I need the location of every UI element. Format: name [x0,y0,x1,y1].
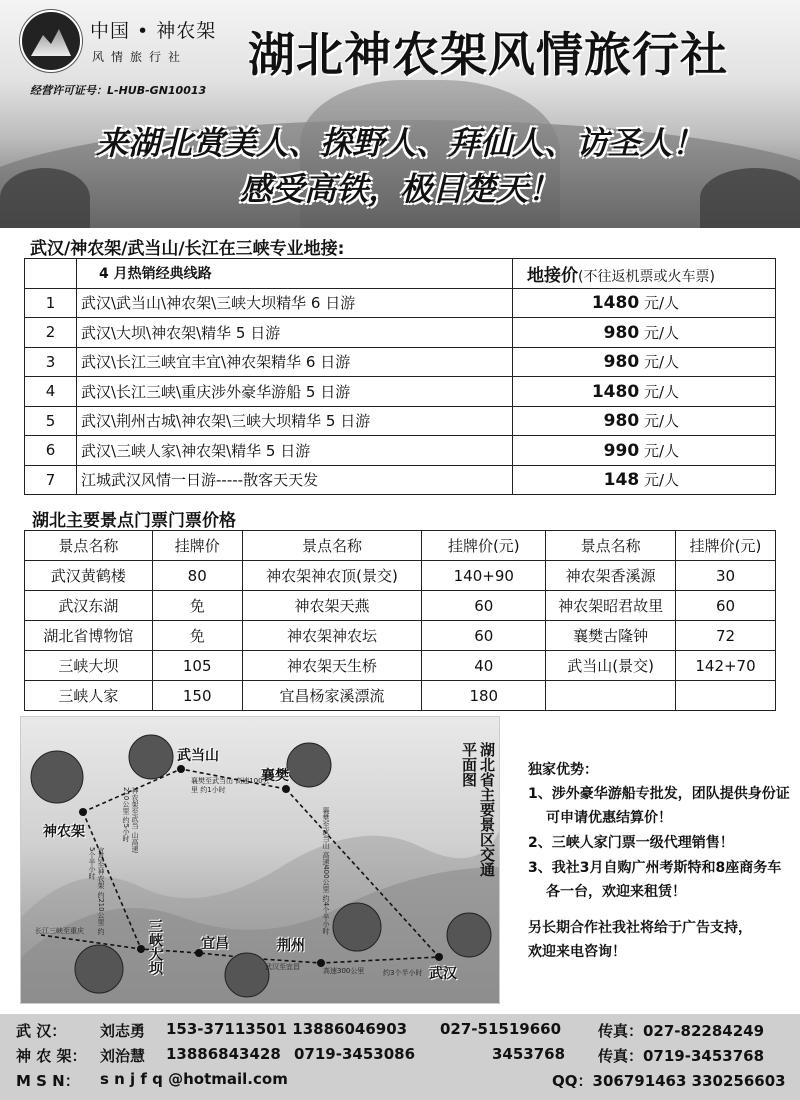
license-number: 经营许可证号：L-HUB-GN10013 [30,84,207,97]
table-cell: 72 [676,621,776,651]
contact-phones: 13886843428 [166,1045,281,1063]
table-cell: 60 [422,621,546,651]
table-cell: 60 [422,591,546,621]
map-label-jingzhou: 荆州 [277,938,305,954]
map-note: 宜昌至神农架 约210公里 约5个半小时 [88,847,105,935]
contact-tel: 0719-3453086 [294,1045,416,1063]
route-name: 武汉\长江三峡\重庆涉外豪华游船 5 日游 [77,377,513,407]
table-cell: 30 [676,561,776,591]
table-cell: 三峡大坝 [25,651,153,681]
table-header-cell: 4 月热销经典线路 [77,259,513,289]
routes-section-title: 武汉/神农架/武当山/长江在三峡专业地接: [30,239,345,259]
traffic-map [20,716,500,1004]
map-label-wudang: 武当山 [177,748,219,764]
map-note: 高速300公里 [323,967,365,975]
route-number: 6 [25,436,77,466]
routes-table [24,258,776,495]
advantage-item: 3、我社3月自购广州考斯特和8座商务车各一台，欢迎来租赁！ [528,860,782,900]
map-title: 湖北省主要景区交通平面图 [460,742,496,877]
table-row [25,436,776,466]
contact-label: 武 汉： [16,1022,67,1040]
route-price: 990 元/人 [513,436,776,466]
route-name: 武汉\荆州古城\神农架\三峡大坝精华 5 日游 [77,406,513,436]
map-label-xiangfan: 襄樊 [261,768,289,784]
contact-label: 神 农 架： [16,1047,87,1065]
table-cell: 神农架神农坛 [242,621,422,651]
table-cell: 免 [152,591,242,621]
table-header-row [25,531,776,561]
table-row [25,651,776,681]
route-number: 2 [25,318,77,348]
route-number: 7 [25,465,77,495]
table-header-cell: 地接价(不往返机票或火车票) [513,259,776,289]
route-price: 980 元/人 [513,406,776,436]
route-number: 1 [25,288,77,318]
table-header-cell: 挂牌价 [152,531,242,561]
table-cell: 神农架神农顶(景交) [242,561,422,591]
map-note: 长江三峡至重庆 [35,927,84,935]
msn-address[interactable]: s n j f q @hotmail.com [100,1070,288,1088]
table-cell: 神农架天燕 [242,591,422,621]
contact-footer [0,1014,800,1100]
table-cell: 武当山(景交) [546,651,676,681]
table-cell: 武汉东湖 [25,591,153,621]
agency-title: 湖北神农架风情旅行社 [248,28,728,83]
route-number: 4 [25,377,77,407]
contact-row-wuhan [16,1020,784,1045]
map-label-sanxia: 三峡大坝 [147,919,163,975]
table-cell: 105 [152,651,242,681]
table-cell [546,681,676,711]
table-header-cell: 景点名称 [25,531,153,561]
route-price: 148 元/人 [513,465,776,495]
contact-fax: 传真：0719-3453768 [598,1047,765,1065]
logo-text: 中国 • 神农架 [90,20,217,42]
contact-row-msn [16,1070,784,1095]
contact-tel: 3453768 [492,1045,566,1063]
contact-row-shennongjia [16,1045,784,1070]
advantage-item: 2、三峡人家门票一级代理销售！ [528,835,734,851]
header-banner [0,0,800,228]
map-note: 襄樊至武当山 高速100公里 约1小时 [191,777,270,794]
map-note: 武汉至宜昌 [265,963,300,971]
table-cell: 武汉黄鹤楼 [25,561,153,591]
table-cell [25,259,77,289]
table-cell: 襄樊古隆钟 [546,621,676,651]
tickets-section-title: 湖北主要景点门票门票价格 [32,511,236,531]
map-label-shennongjia: 神农架 [43,824,85,840]
advantage-item: 1、涉外豪华游船专批发，团队提供身份证可申请优惠结算价！ [528,786,790,826]
table-cell: 神农架天生桥 [242,651,422,681]
route-price: 980 元/人 [513,318,776,348]
contact-person: 刘志勇 [100,1022,146,1040]
route-name: 武汉\三峡人家\神农架\精华 5 日游 [77,436,513,466]
table-header-cell: 挂牌价(元) [676,531,776,561]
qq-numbers: QQ：306791463 330256603 [552,1072,786,1090]
table-row [25,621,776,651]
route-name: 武汉\长江三峡宜丰宜\神农架精华 6 日游 [77,347,513,377]
route-price: 980 元/人 [513,347,776,377]
map-note: 襄樊至武当山 高速400公里 约4个半小时 [322,807,330,935]
table-cell: 80 [152,561,242,591]
map-note: 神农架至武当 山高速210公里 约5小时 [122,787,139,853]
route-name: 江城武汉风情一日游-----散客天天发 [77,465,513,495]
map-label-yichang: 宜昌 [201,936,229,952]
slogan-line-2: 感受高铁，极目楚天！ [239,170,560,208]
table-cell: 免 [152,621,242,651]
agency-logo [20,10,82,72]
map-note: 约3个半小时 [383,969,423,977]
table-cell: 三峡人家 [25,681,153,711]
tickets-table [24,530,776,711]
contact-phones: 153-37113501 13886046903 [166,1020,408,1038]
advantages-extra: 欢迎来电咨询！ [528,944,626,960]
table-cell: 142+70 [676,651,776,681]
table-cell: 神农架昭君故里 [546,591,676,621]
advantages-title: 独家优势： [528,762,598,778]
route-number: 3 [25,347,77,377]
table-cell [676,681,776,711]
table-row [25,591,776,621]
table-row [25,288,776,318]
route-name: 武汉\武当山\神农架\三峡大坝精华 6 日游 [77,288,513,318]
table-cell: 神农架香溪源 [546,561,676,591]
table-cell: 180 [422,681,546,711]
table-row [25,377,776,407]
contact-fax: 传真：027-82284249 [598,1022,765,1040]
table-header-row [25,259,776,289]
table-row [25,681,776,711]
contact-person: 刘治慧 [100,1047,146,1065]
table-header-cell: 景点名称 [546,531,676,561]
table-row [25,347,776,377]
table-cell: 60 [676,591,776,621]
table-row [25,406,776,436]
table-header-cell: 挂牌价(元) [422,531,546,561]
map-label-wuhan: 武汉 [429,966,457,982]
route-name: 武汉\大坝\神农架\精华 5 日游 [77,318,513,348]
route-number: 5 [25,406,77,436]
table-cell: 湖北省博物馆 [25,621,153,651]
slogan-line-1: 来湖北赏美人、探野人、拜仙人、访圣人！ [95,124,704,162]
table-cell: 宜昌杨家溪漂流 [242,681,422,711]
table-cell: 40 [422,651,546,681]
table-row [25,318,776,348]
advantages-extra: 另长期合作社我社将给于广告支持， [528,920,752,936]
logo-subtitle: 风情旅行社 [92,50,188,64]
table-row [25,561,776,591]
route-price: 1480 元/人 [513,288,776,318]
table-row [25,465,776,495]
route-price: 1480 元/人 [513,377,776,407]
table-header-cell: 景点名称 [242,531,422,561]
table-cell: 140+90 [422,561,546,591]
advantages-panel [528,758,790,964]
contact-tel: 027-51519660 [440,1020,562,1038]
table-cell: 150 [152,681,242,711]
contact-label: M S N： [16,1072,80,1090]
